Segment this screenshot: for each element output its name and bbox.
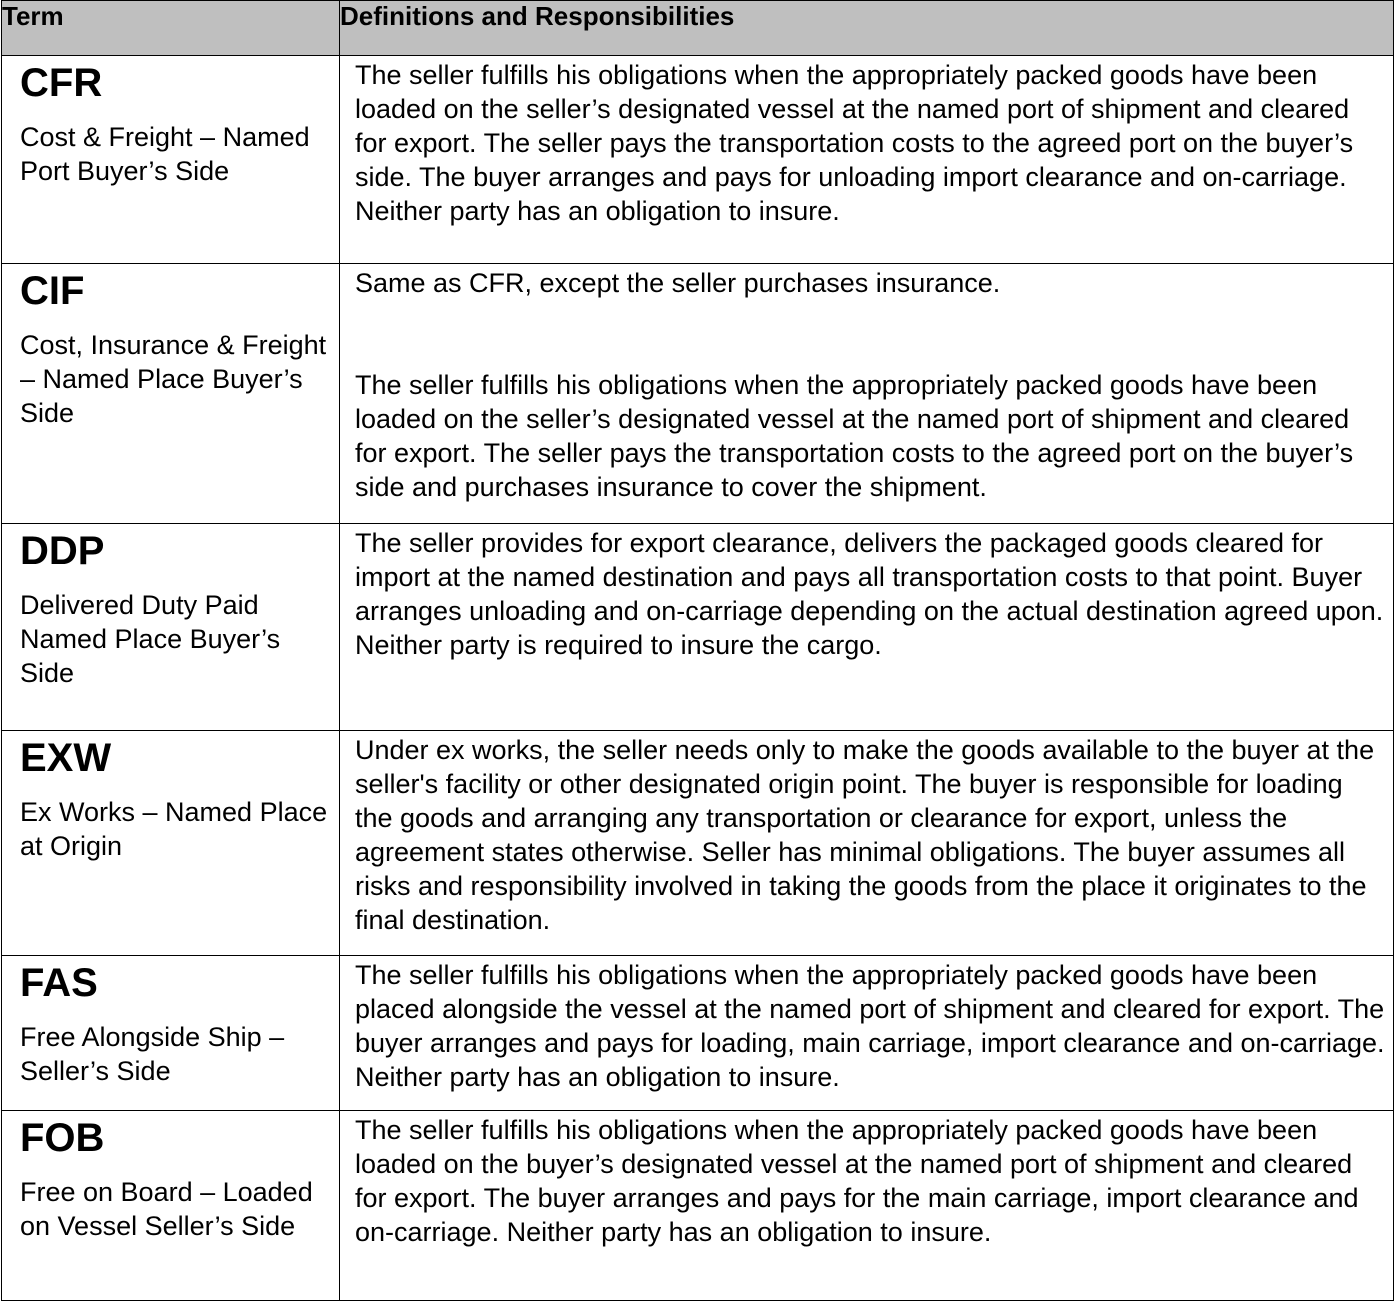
definition-text: Same as CFR, except the seller purchases insurance.: [355, 268, 1001, 298]
table-row: [2, 56, 1394, 264]
term-abbreviation: DDP: [20, 529, 105, 573]
definition-cell: [340, 1111, 1394, 1301]
term-full-name: Ex Works – Named Place at Origin: [20, 797, 328, 861]
term-full-name: Free on Board – Loaded on Vessel Seller’s Side: [20, 1177, 313, 1241]
definition-text: The seller fulfills his obligations when the appropriately packed goods have been loaded on the seller’s designated vessel at the named port of shipment and cleared for export. The seller pays the transportation costs to the agreed port on the buyer’s side. The buyer arranges and pays for unloading import clearance and on-carriage. Neither party has an obligation to insure.: [355, 60, 1354, 226]
definition-cell: [340, 524, 1394, 731]
term-cell: [2, 956, 340, 1111]
term-full-name: Delivered Duty Paid Named Place Buyer’s Side: [20, 590, 281, 688]
term-abbreviation: CIF: [20, 269, 85, 313]
term-abbreviation: EXW: [20, 736, 112, 780]
definition-text: Under ex works, the seller needs only to make the goods available to the buyer at the seller's facility or other designated origin point. The buyer is responsible for loading the goods and arranging any transportation or clearance for export, unless the agreement states otherwise. Seller has minimal obligations. The buyer assumes all risks and responsibility involved in taking the goods from the place it originates to the final destination.: [355, 735, 1375, 935]
term-full-name: Cost, Insurance & Freight – Named Place Buyer’s Side: [20, 330, 327, 428]
incoterms-table: [1, 0, 1394, 1301]
term-full-name: Cost & Freight – Named Port Buyer’s Side: [20, 122, 310, 186]
definition-cell: [340, 56, 1394, 264]
table-row: [2, 731, 1394, 956]
definition-text: The seller provides for export clearance, delivers the packaged goods cleared for import at the named destination and pays all transportation costs to that point. Buyer arranges unloading and on-carriage depending on the actual destination agreed upon. Neither party is required to insure the cargo.: [355, 528, 1384, 660]
table-row: [2, 264, 1394, 524]
table-header-row: [2, 1, 1394, 56]
term-cell: [2, 56, 340, 264]
term-abbreviation: FOB: [20, 1116, 105, 1160]
header-term: Term: [2, 1, 340, 56]
term-cell: [2, 1111, 340, 1301]
term-cell: [2, 731, 340, 956]
header-definitions: Definitions and Responsibilities: [340, 1, 1394, 56]
table-row: [2, 524, 1394, 731]
term-cell: [2, 524, 340, 731]
term-abbreviation: FAS: [20, 961, 98, 1005]
definition-text: The seller fulfills his obligations when the appropriately packed goods have been loaded on the buyer’s designated vessel at the named port of shipment and cleared for export. The buyer arranges and pays for the main carriage, import clearance and on-carriage. Neither party has an obligation to insure.: [355, 1115, 1359, 1247]
definition-cell: [340, 956, 1394, 1111]
definition-text: The seller fulfills his obligations when the appropriately packed goods have been placed alongside the vessel at the named port of shipment and cleared for export. The buyer arranges and pays for loading, main carriage, import clearance and on-carriage. Neither party has an obligation to insure.: [355, 960, 1385, 1092]
term-cell: [2, 264, 340, 524]
term-abbreviation: CFR: [20, 61, 103, 105]
definition-cell: [340, 264, 1394, 524]
table-row: [2, 956, 1394, 1111]
definition-cell: [340, 731, 1394, 956]
definition-text: The seller fulfills his obligations when the appropriately packed goods have been loaded on the seller’s designated vessel at the named port of shipment and cleared for export. The seller pays the transportation costs to the agreed port on the buyer’s side and purchases insurance to cover the shipment.: [355, 370, 1354, 502]
table-row: [2, 1111, 1394, 1301]
term-full-name: Free Alongside Ship – Seller’s Side: [20, 1022, 285, 1086]
